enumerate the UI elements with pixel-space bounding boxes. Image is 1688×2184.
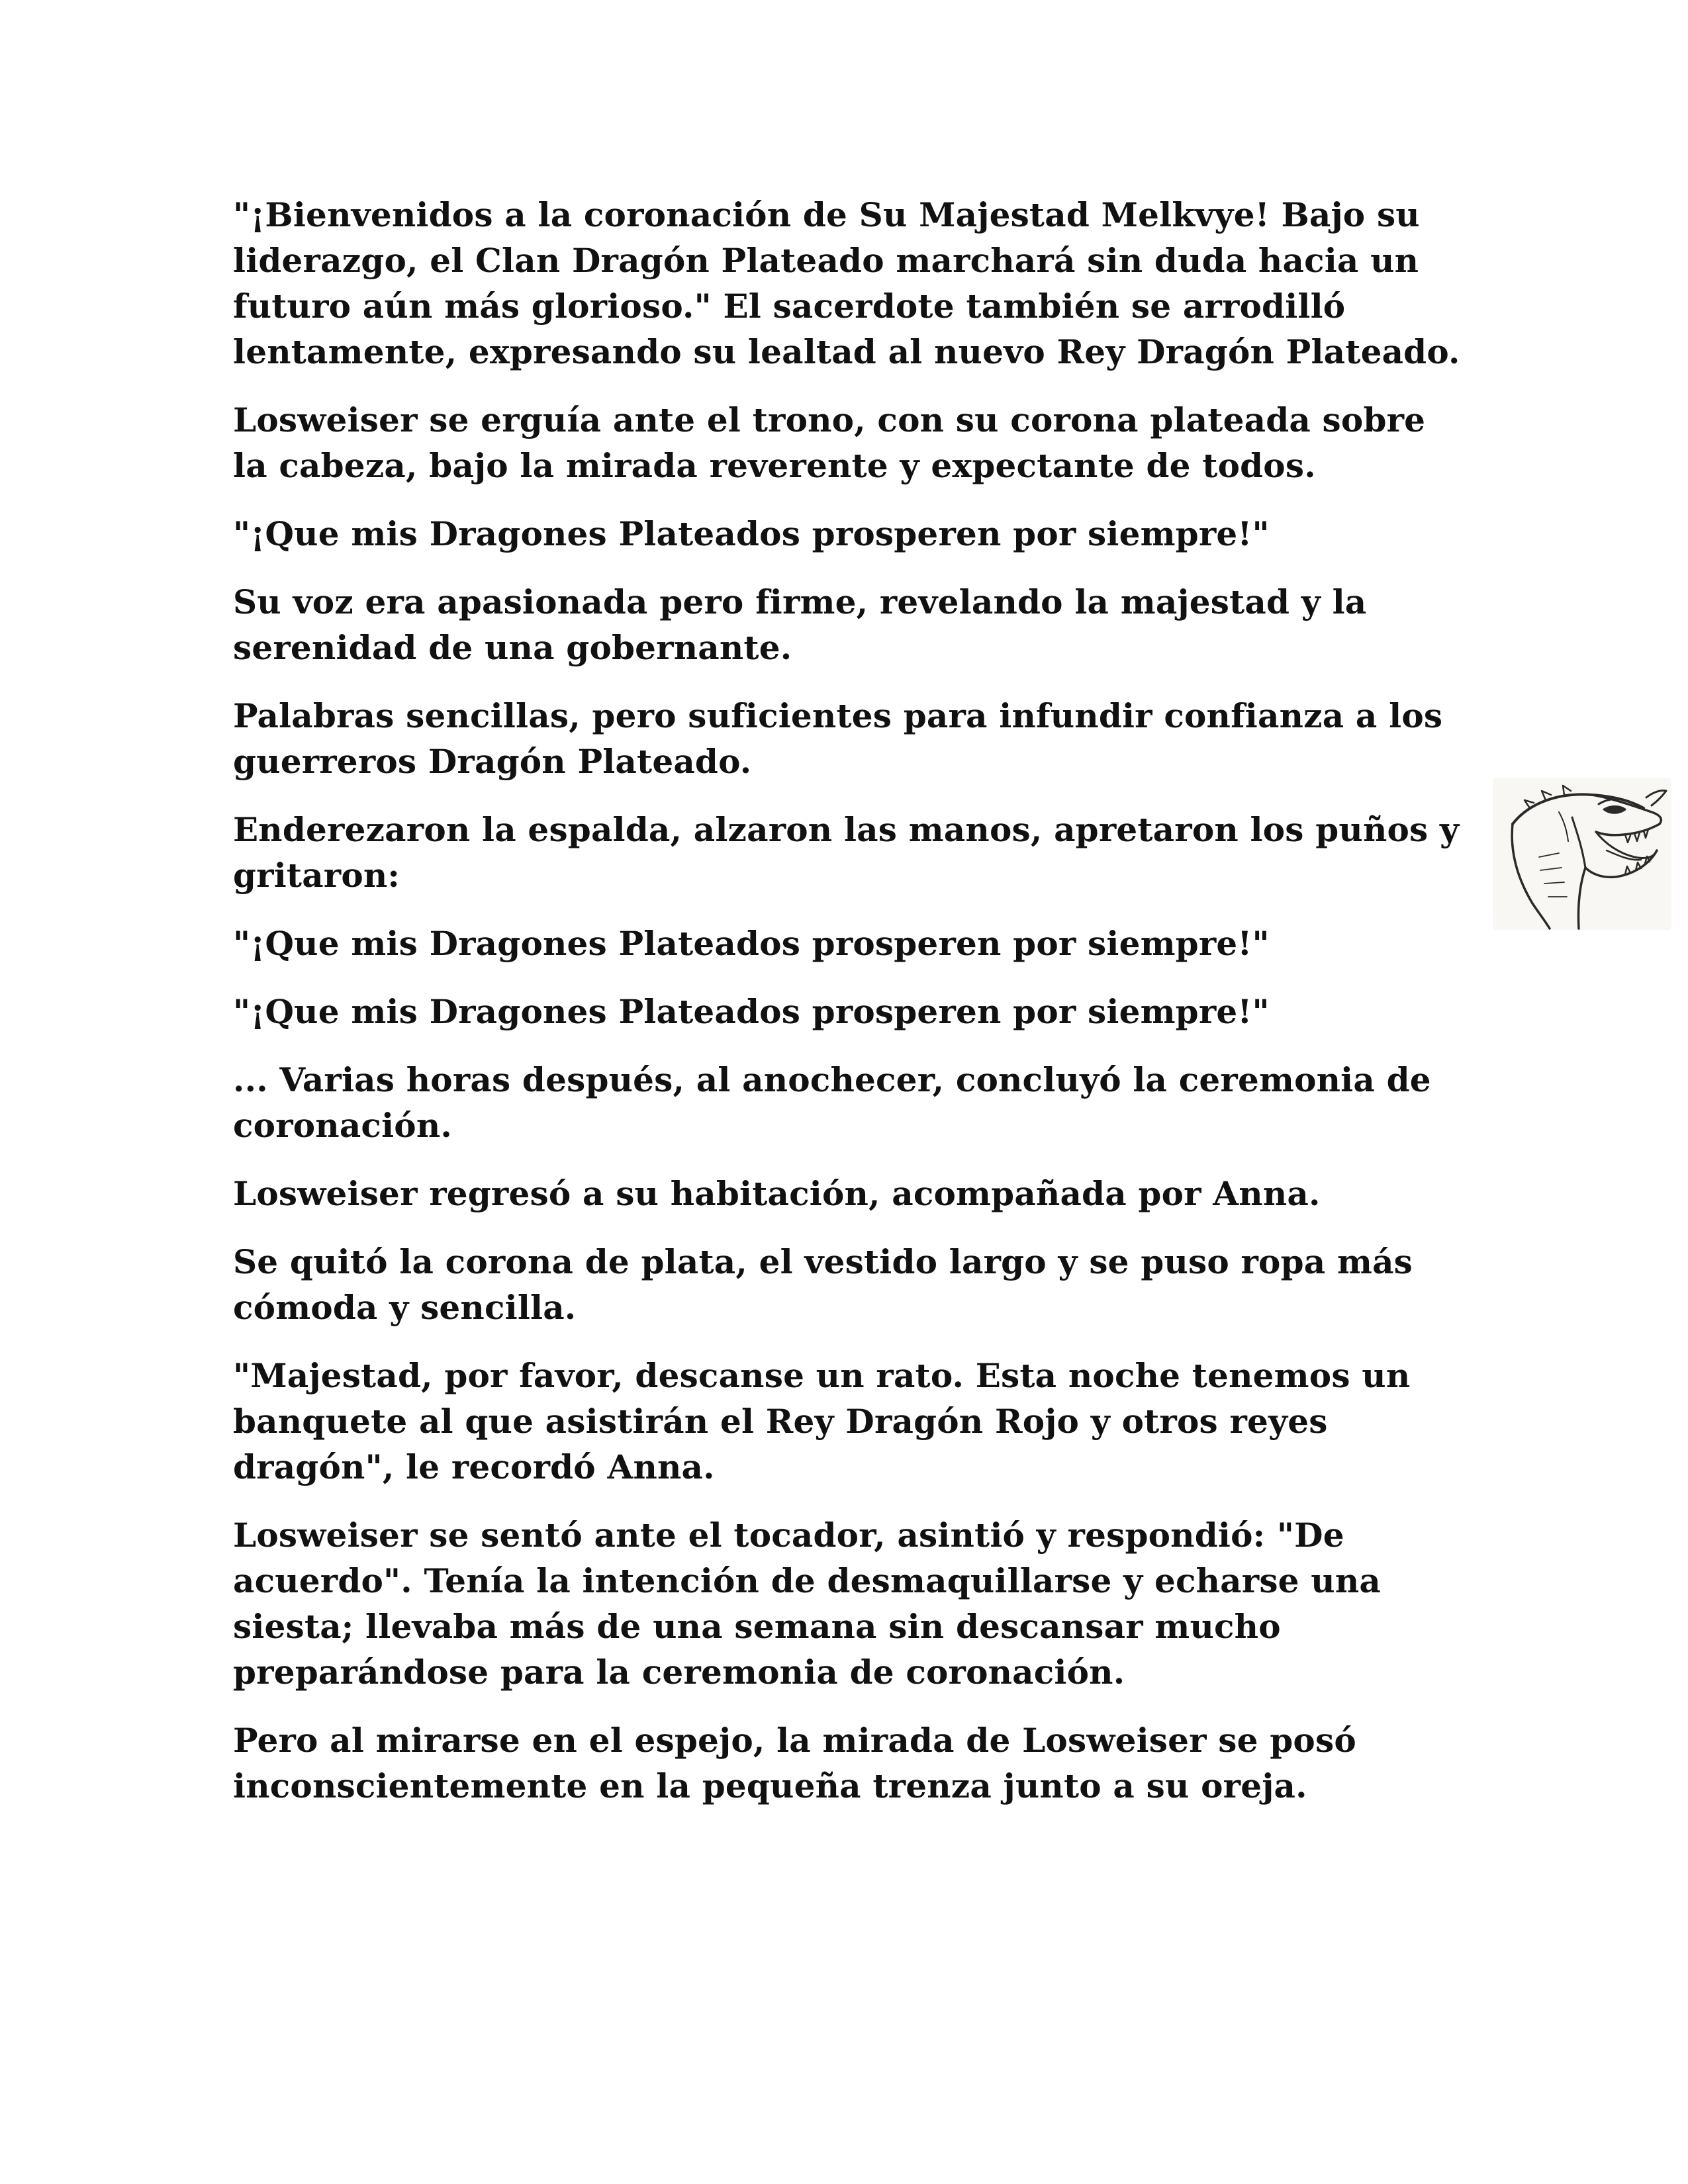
paragraph: ... Varias horas después, al anochecer, concluyó la ceremonia de coronación.	[233, 1060, 1431, 1145]
body-text	[233, 192, 1464, 1831]
paragraph: "¡Que mis Dragones Plateados prosperen por siempre!"	[233, 514, 1270, 553]
dragon-head-sketch-icon	[1493, 778, 1671, 930]
paragraph: Losweiser se sentó ante el tocador, asintió y respondió: "De acuerdo". Tenía la intención de desmaquillarse y echarse una siesta; llevaba más de una semana sin descansar mucho preparándose para la ceremonia de coronación.	[233, 1516, 1381, 1692]
paragraph: Su voz era apasionada pero firme, revelando la majestad y la serenidad de una gobernante.	[233, 582, 1367, 667]
paragraph: Se quitó la corona de plata, el vestido largo y se puso ropa más cómoda y sencilla.	[233, 1242, 1413, 1327]
paragraph: Losweiser regresó a su habitación, acompañada por Anna.	[233, 1174, 1321, 1213]
paragraph: Losweiser se erguía ante el trono, con su corona plateada sobre la cabeza, bajo la mirada reverente y expectante de todos.	[233, 400, 1426, 485]
paragraph: "Majestad, por favor, descanse un rato. Esta noche tenemos un banquete al que asistirán el Rey Dragón Rojo y otros reyes dragón", le recordó Anna.	[233, 1356, 1411, 1486]
paragraph: Palabras sencillas, pero suficientes para infundir confianza a los guerreros Dragón Plateado.	[233, 696, 1443, 781]
paragraph: "¡Bienvenidos a la coronación de Su Majestad Melkvye! Bajo su liderazgo, el Clan Dragón Plateado marchará sin duda hacia un futuro aún más glorioso." El sacerdote también se arrodilló lentamente, expresando su lealtad al nuevo Rey Dragón Plateado.	[233, 195, 1460, 371]
paragraph: "¡Que mis Dragones Plateados prosperen por siempre!"	[233, 992, 1270, 1031]
paragraph: "¡Que mis Dragones Plateados prosperen por siempre!"	[233, 924, 1270, 963]
paragraph: Pero al mirarse en el espejo, la mirada de Losweiser se posó inconscientemente en la pequeña trenza junto a su oreja.	[233, 1721, 1356, 1805]
paragraph: Enderezaron la espalda, alzaron las manos, apretaron los puños y gritaron:	[233, 810, 1460, 895]
